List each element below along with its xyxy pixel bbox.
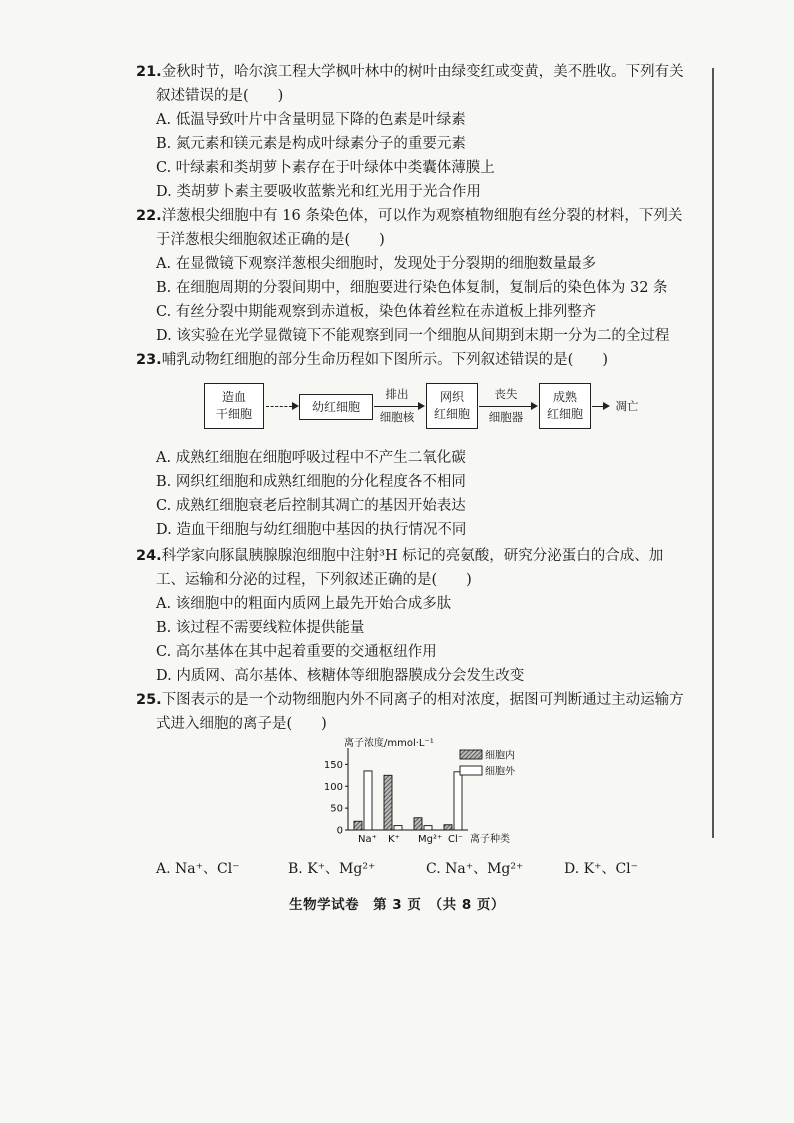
arrow-head [531,402,538,410]
question-stem: 洋葱根尖细胞中有 16 条染色体，可以作为观察植物细胞有丝分裂的材料，下列关于洋葱根尖细胞叙述正确的是( ) [156,208,683,248]
label-organelles: 细胞器 [488,410,524,424]
option-d: D. 内质网、高尔基体、核糖体等细胞器膜成分会发生改变 [156,668,525,684]
question-number: 25. [136,692,162,708]
question-number: 24. [136,548,162,564]
bar-outside [364,771,372,830]
y-tick-label: 50 [330,803,343,815]
page-footer: 生物学试卷 第 3 页 （共 8 页） [289,897,505,913]
question-number: 23. [136,352,162,368]
option-b: B. K⁺、Mg²⁺ [288,861,376,877]
option-c: C. 成熟红细胞衰老后控制其凋亡的基因开始表达 [156,498,466,514]
question-number: 22. [136,208,162,224]
label-nucleus: 细胞核 [379,410,415,424]
legend-label: 细胞外 [485,766,515,778]
x-tick-label: Cl⁻ [448,834,464,845]
question-21 [136,60,688,204]
option-b: B. 在细胞周期的分裂间期中，细胞要进行染色体复制，复制后的染色体为 32 条 [156,280,668,296]
legend-swatch [460,750,482,759]
option-a: A. 成熟红细胞在细胞呼吸过程中不产生二氧化碳 [156,450,466,466]
y-tick-label: 100 [323,781,343,793]
x-tick-label: Mg²⁺ [418,834,443,845]
label-expel-nucleus: 排出 [385,387,409,401]
question-stem: 科学家向豚鼠胰腺腺泡细胞中注射³H 标记的亮氨酸，研究分泌蛋白的合成、加工、运输和分泌的过程，下列叙述正确的是( ) [156,548,664,588]
option-a: A. 在显微镜下观察洋葱根尖细胞时，发现处于分裂期的细胞数量最多 [156,256,597,272]
y-tick-label: 0 [336,825,343,837]
option-c: C. 高尔基体在其中起着重要的交通枢纽作用 [156,644,437,660]
legend-swatch [460,766,482,775]
arrow-line [479,406,531,407]
box-hematopoietic-stem-cell: 造血 干细胞 [204,383,264,429]
box-reticulocyte: 网织 红细胞 [426,383,478,429]
chart-svg [320,738,520,853]
bar-inside [384,775,392,830]
option-c: C. Na⁺、Mg²⁺ [426,861,524,877]
option-d: D. 该实验在光学显微镜下不能观察到同一个细胞从间期到末期一分为二的全过程 [156,328,670,344]
ion-concentration-chart [320,738,520,853]
x-axis-label: 离子种类 [470,834,510,845]
bar-outside [394,826,402,830]
option-d: D. K⁺、Cl⁻ [564,861,639,877]
bar-inside [354,821,362,830]
label-lose: 丧失 [494,387,518,401]
option-a: A. Na⁺、Cl⁻ [156,861,240,877]
question-24 [136,544,688,688]
question-stem: 金秋时节，哈尔滨工程大学枫叶林中的树叶由绿变红或变黄，美不胜收。下列有关叙述错误的是( ) [156,64,684,104]
question-stem: 下图表示的是一个动物细胞内外不同离子的相对浓度，据图可判断通过主动运输方式进入细胞的离子是( ) [156,692,684,732]
box-mature-red-cell: 成熟 红细胞 [539,383,591,429]
option-b: B. 该过程不需要线粒体提供能量 [156,620,365,636]
option-c: C. 有丝分裂中期能观察到赤道板，染色体着丝粒在赤道板上排列整齐 [156,304,597,320]
option-b: B. 氮元素和镁元素是构成叶绿素分子的重要元素 [156,136,466,152]
option-a: A. 该细胞中的粗面内质网上最先开始合成多肽 [156,596,452,612]
arrow-head [292,402,299,410]
legend-label: 细胞内 [485,750,515,762]
option-c: C. 叶绿素和类胡萝卜素存在于叶绿体中类囊体薄膜上 [156,160,495,176]
arrow-line [374,406,418,407]
dashed-arrow [266,406,292,407]
option-a: A. 低温导致叶片中含量明显下降的色素是叶绿素 [156,112,466,128]
bar-inside [444,825,452,830]
question-23-options [136,446,688,542]
red-cell-flow-diagram [204,383,674,443]
y-axis-label: 离子浓度/mmol·L⁻¹ [344,738,434,749]
question-23 [136,348,688,372]
bar-outside [454,772,462,830]
option-d: D. 造血干细胞与幼红细胞中基因的执行情况不同 [156,522,467,538]
x-tick-label: K⁺ [388,834,400,845]
bar-inside [414,818,422,830]
box-young-red-cell: 幼红细胞 [299,394,373,420]
question-stem: 哺乳动物红细胞的部分生命历程如下图所示。下列叙述错误的是( ) [161,352,608,368]
page-edge-line [712,68,714,838]
arrow-head [603,402,610,410]
question-22 [136,204,688,348]
option-b: B. 网织红细胞和成熟红细胞的分化程度各不相同 [156,474,466,490]
question-25 [136,688,688,736]
label-apoptosis: 凋亡 [615,399,639,413]
x-tick-label: Na⁺ [358,834,377,845]
option-d: D. 类胡萝卜素主要吸收蓝紫光和红光用于光合作用 [156,184,481,200]
question-number: 21. [136,64,162,80]
bar-outside [424,826,432,830]
y-tick-label: 150 [323,759,343,771]
